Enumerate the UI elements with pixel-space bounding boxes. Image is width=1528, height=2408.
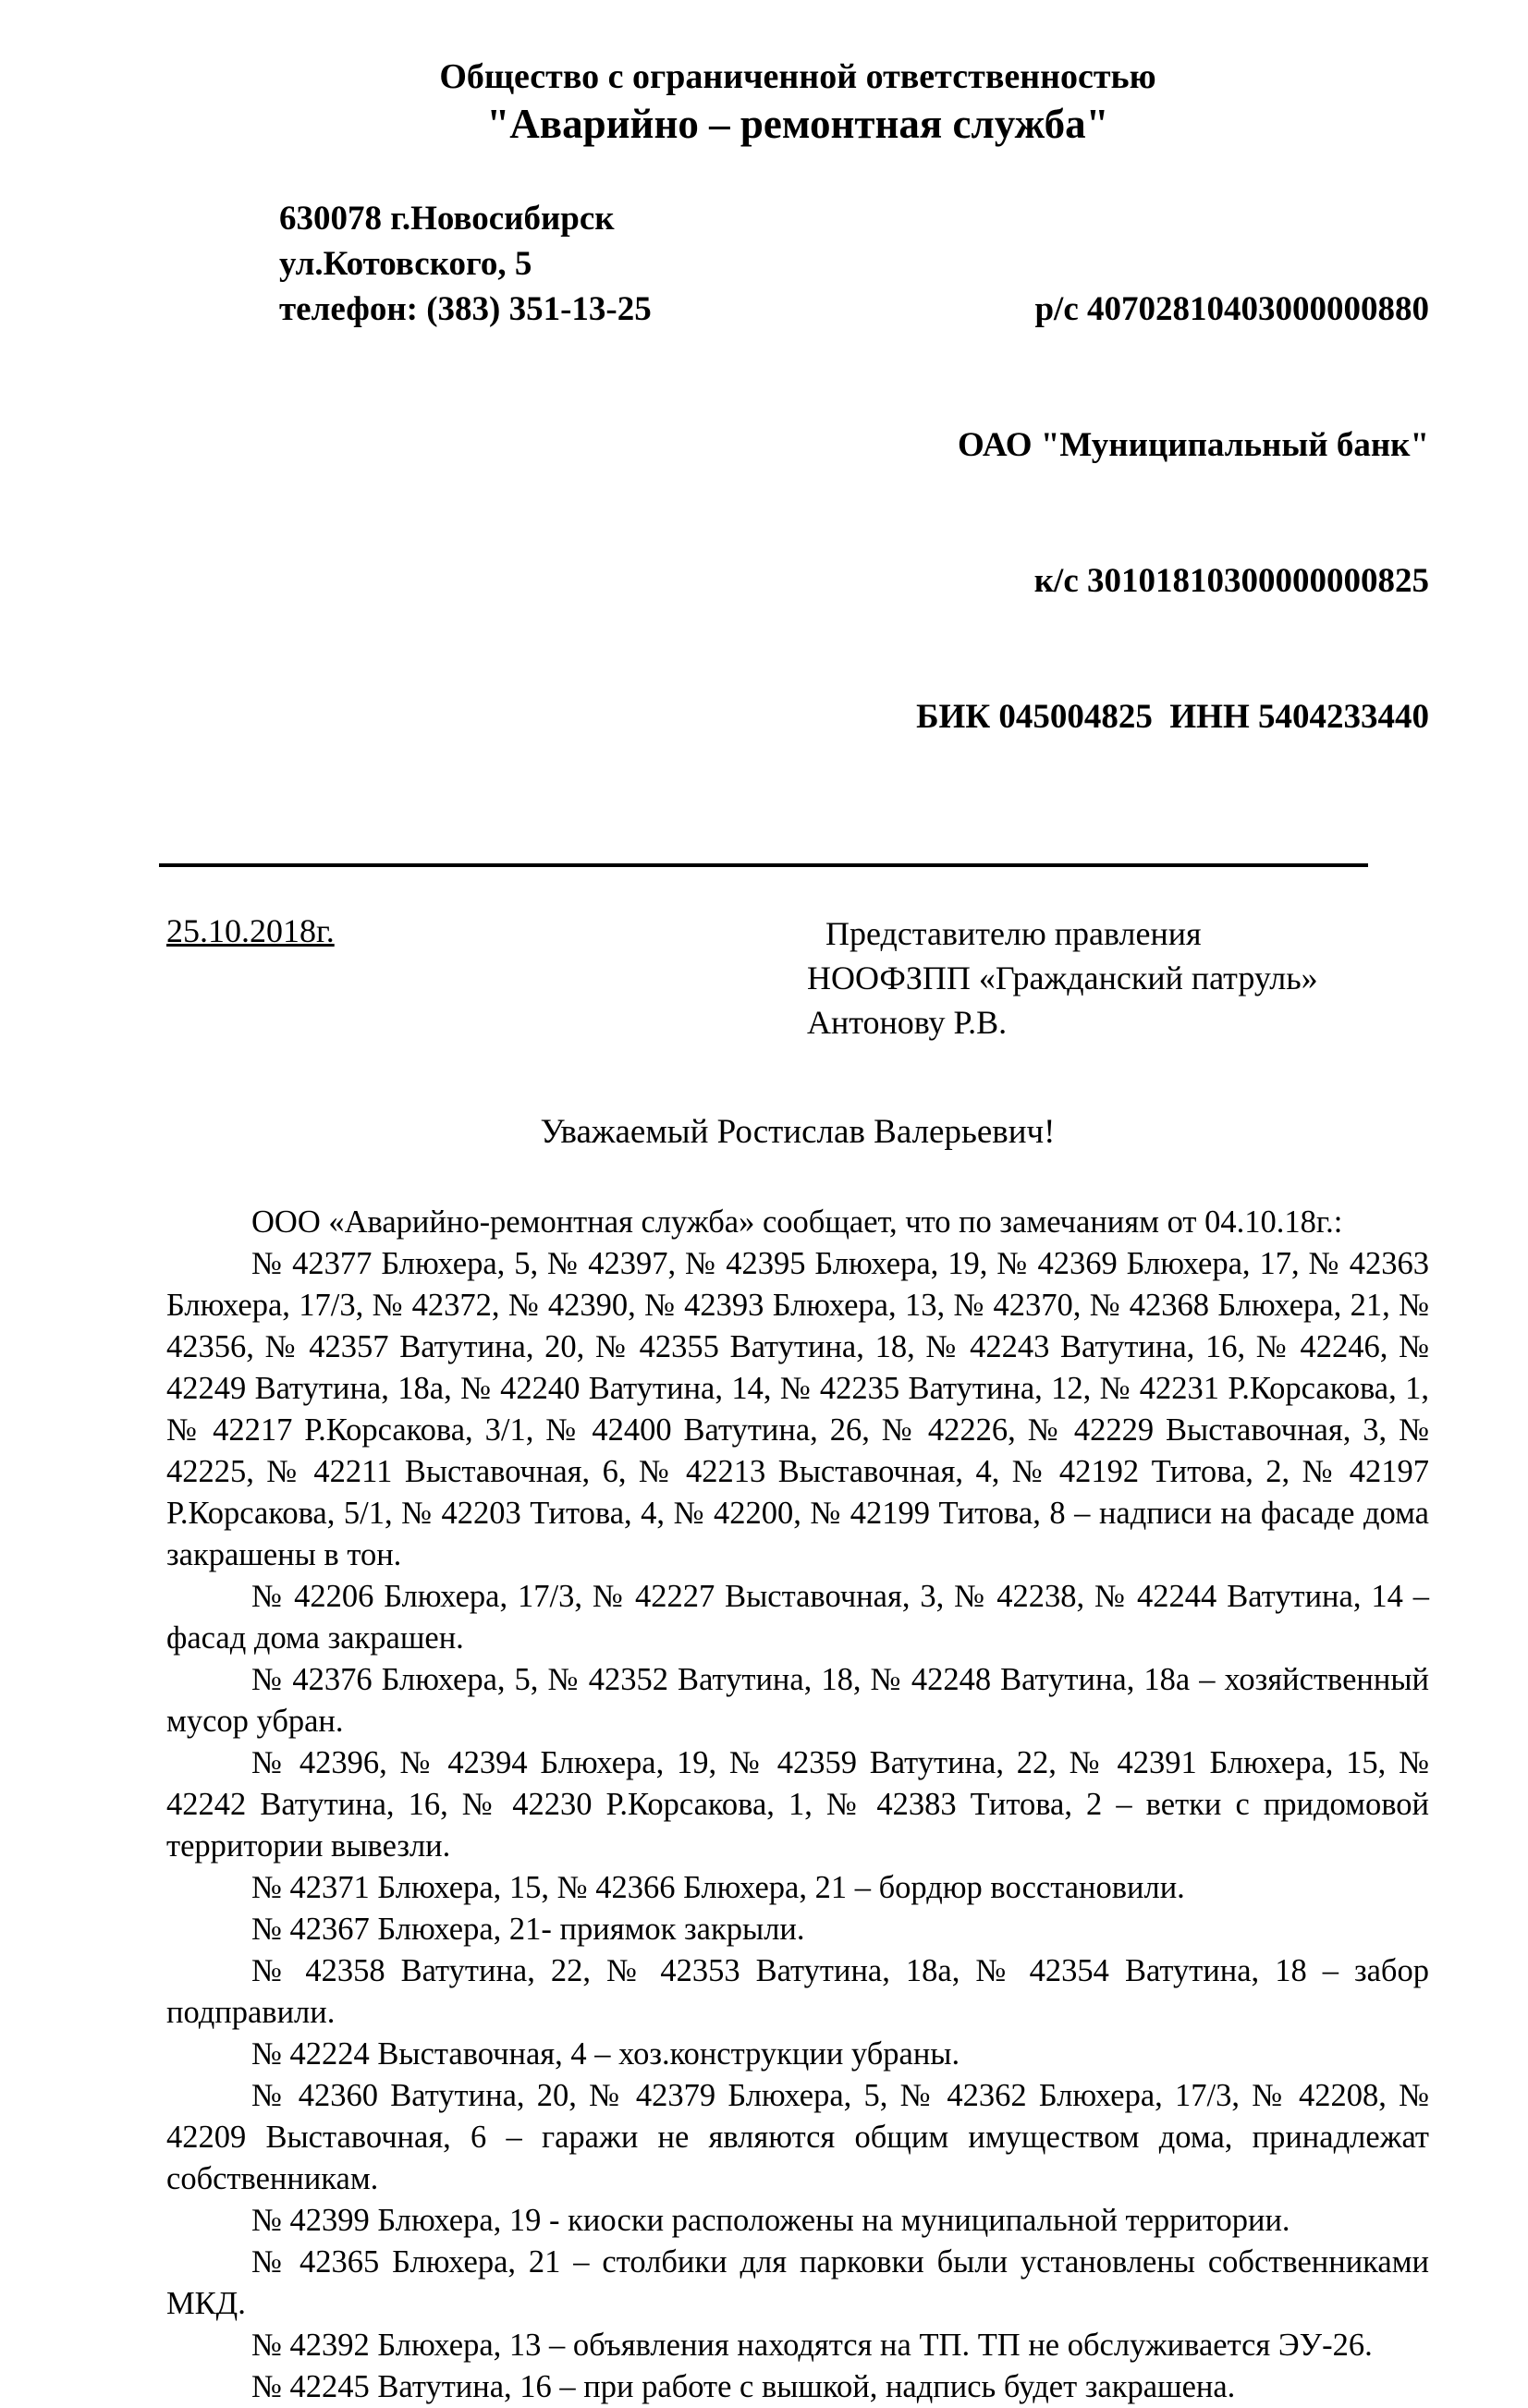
body-paragraph: № 42376 Блюхера, 5, № 42352 Ватутина, 18, № 42248 Ватутина, 18а – хозяйственный мусор убран. <box>166 1662 1429 1739</box>
org-name: "Аварийно – ремонтная служба" <box>486 101 1109 147</box>
body-paragraph: № 42371 Блюхера, 15, № 42366 Блюхера, 21 – бордюр восстановили. <box>251 1870 1185 1905</box>
salutation: Уважаемый Ростислав Валерьевич! <box>540 1113 1056 1151</box>
body-paragraph: ООО «Аварийно-ремонтная служба» сообщает, что по замечаниям от 04.10.18г.: <box>251 1204 1343 1240</box>
body-paragraph: № 42365 Блюхера, 21 – столбики для парковки были установлены собственниками МКД. <box>166 2244 1429 2321</box>
letter-date: 25.10.2018г. <box>166 912 335 949</box>
body-paragraph: № 42358 Ватутина, 22, № 42353 Ватутина, 18а, № 42354 Ватутина, 18 – забор подправили. <box>166 1953 1429 2030</box>
contact-info <box>166 196 1429 830</box>
addressee-line: НООФЗПП «Гражданский патруль» <box>807 960 1318 996</box>
addressee-line: Антонову Р.В. <box>807 1004 1008 1041</box>
address-block <box>279 196 652 332</box>
bank-line: к/с 30101810300000000825 <box>1033 562 1429 600</box>
body-paragraph: № 42206 Блюхера, 17/3, № 42227 Выставочная, 3, № 42238, № 42244 Ватутина, 14 – фасад дома закрашен. <box>166 1579 1429 1656</box>
body-paragraph: № 42245 Ватутина, 16 – при работе с вышкой, надпись будет закрашена. <box>251 2369 1236 2404</box>
date-addressee-row <box>166 911 1429 1050</box>
bank-line: ОАО "Муниципальный банк" <box>957 426 1429 464</box>
address-line: 630078 г.Новосибирск <box>279 200 615 238</box>
bank-line: БИК 045004825 ИНН 5404233440 <box>916 698 1429 736</box>
body-paragraph: № 42360 Ватутина, 20, № 42379 Блюхера, 5, № 42362 Блюхера, 17/3, № 42208, № 42209 Выставочная, 6 – гаражи не являются общим имуществом дома, принадлежат собственникам. <box>166 2078 1429 2196</box>
header-divider <box>159 863 1368 867</box>
letter-body <box>166 1202 1429 2408</box>
bank-line: р/с 40702810403000000880 <box>1034 290 1429 328</box>
body-paragraph: № 42367 Блюхера, 21- приямок закрыли. <box>251 1912 805 1947</box>
addressee-block <box>807 911 1318 1045</box>
body-paragraph: № 42392 Блюхера, 13 – объявления находятся на ТП. ТП не обслуживается ЭУ-26. <box>251 2328 1373 2363</box>
body-paragraph: № 42224 Выставочная, 4 – хоз.конструкции убраны. <box>251 2036 960 2072</box>
addressee-line: Представителю правления <box>825 915 1202 952</box>
body-paragraph: № 42377 Блюхера, 5, № 42397, № 42395 Блюхера, 19, № 42369 Блюхера, 17, № 42363 Блюхера, 17/3, № 42372, № 42390, № 42393 Блюхера, 13, № 42370, № 42368 Блюхера, 21, № 42356, № 42357 Ватутина, 20, № 42355 Ватутина, 18, № 42243 Ватутина, 16, № 42246, № 42249 Ватутина, 18а, № 42240 Ватутина, 14, № 42235 Ватутина, 12, № 42231 Р.Корсакова, 1, № 42217 Р.Корсакова, 3/1, № 42400 Ватутина, 26, № 42226, № 42229 Выставочная, 3, № 42225, № 42211 Выставочная, 6, № 42213 Выставочная, 4, № 42192 Титова, 2, № 42197 Р.Корсакова, 5/1, № 42203 Титова, 4, № 42200, № 42199 Титова, 8 – надписи на фасаде дома закрашены в тон. <box>166 1246 1429 1572</box>
address-line: ул.Котовского, 5 <box>279 245 532 283</box>
org-type: Общество с ограниченной ответственностью <box>439 57 1156 96</box>
body-paragraph: № 42396, № 42394 Блюхера, 19, № 42359 Ватутина, 22, № 42391 Блюхера, 15, № 42242 Ватутина, 16, № 42230 Р.Корсакова, 1, № 42383 Титова, 2 – ветки с придомовой территории вывезли. <box>166 1745 1429 1864</box>
bank-details <box>916 196 1429 830</box>
body-paragraph: № 42399 Блюхера, 19 - киоски расположены на муниципальной территории. <box>251 2203 1290 2238</box>
address-line: телефон: (383) 351-13-25 <box>279 290 652 328</box>
